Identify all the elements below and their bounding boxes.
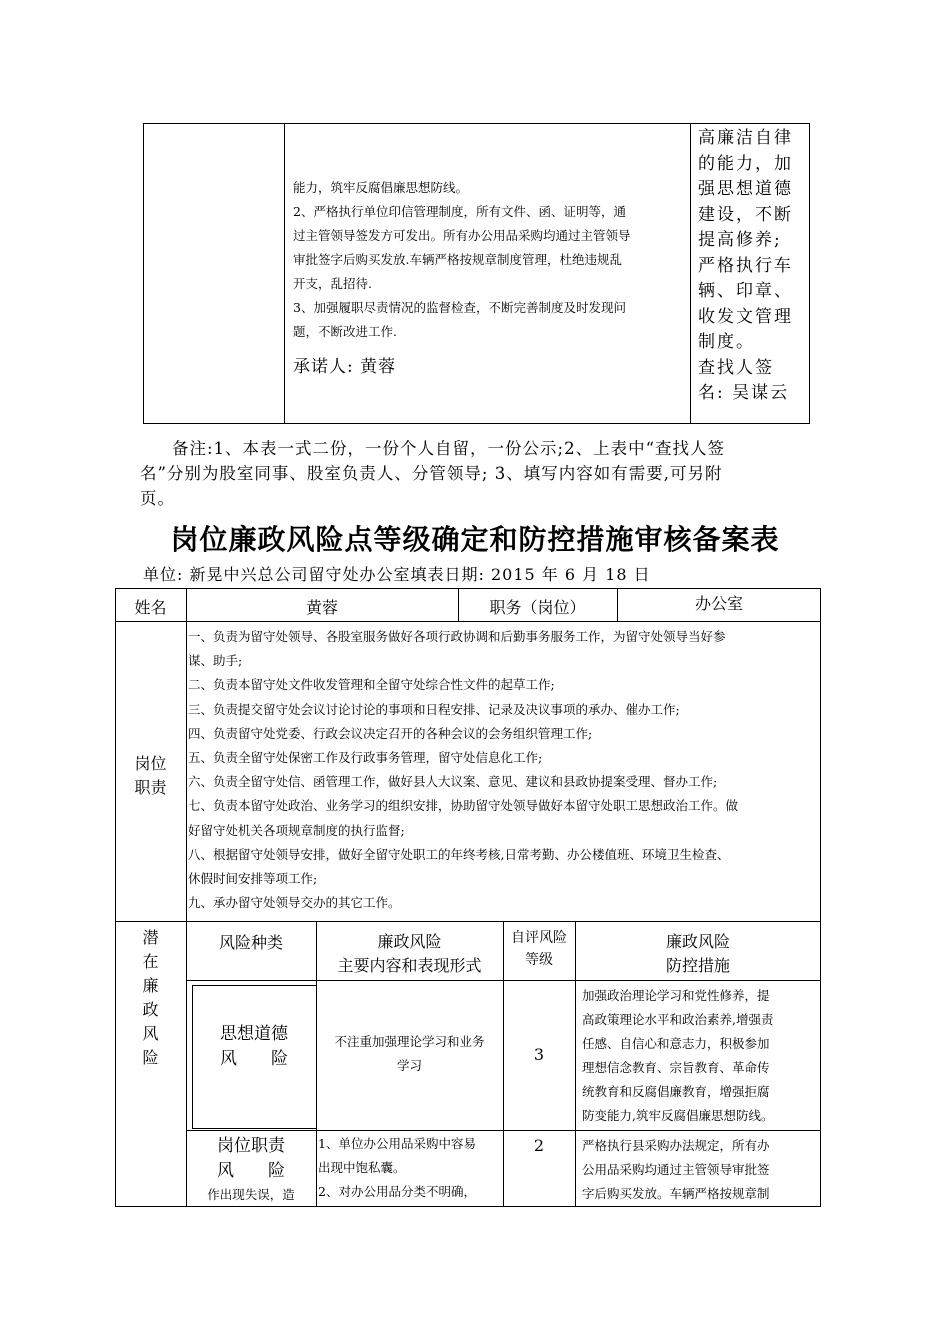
risk-type [192,1022,316,1072]
duty-line: 五、负责全留守处保密工作及行政事务管理，留守处信息化工作; [188,750,543,766]
content-part: 1、单位办公用品采购中容易 [318,1136,476,1151]
col-header-type: 风险种类 [218,933,283,952]
text-line: 3、加强履职尽责情况的监督检查，不断完善制度及时发现问 [293,300,626,315]
col-divider [186,588,187,1207]
duty-line: 好留守处机关各项规章制度的执行监督; [188,822,405,838]
duty-label [115,752,186,800]
top-table-right-text [698,126,806,407]
measure-line: 严格执行县采购办法规定，所有办 [582,1138,770,1153]
header-part: 廉政风险 [665,932,730,951]
label-part: 在 [142,952,159,971]
note [140,436,820,511]
risk-label [115,926,186,1070]
text-line: 审批签字后购买发放.车辆严格按规章制度管理，杜绝违规乱 [293,252,622,267]
text-line: 制度。 [698,332,755,352]
header-part: 等级 [525,952,553,968]
text-line: 严格执行车 [698,255,793,276]
row-divider [192,985,316,986]
row-divider [192,1128,316,1129]
text-line: 名: 吴谋云 [698,383,790,403]
duty-content [188,625,820,915]
row-divider [186,980,821,981]
risk-content [318,1132,503,1204]
label-part: 险 [142,1048,159,1067]
top-table-middle-text [293,176,689,344]
label-part: 岗位 [134,754,167,773]
unit-line: 单位: 新晃中兴总公司留守处办公室填表日期: 2015 年 6 月 18 日 [143,565,651,584]
type-part: 风 险 [217,1161,285,1181]
name-label: 姓名 [134,598,167,617]
note-line: 名”分别为股室同事、股室负责人、分管领导; 3、填写内容如有需要,可另附 [140,464,723,483]
text-line: 高廉洁自律 [698,128,793,148]
text-line: 能力，筑牢反腐倡廉思想防线。 [293,180,469,195]
header-part: 自评风险 [511,930,567,946]
text-line: 开支，乱招待. [293,276,372,291]
type-part: 岗位职责 [217,1136,285,1156]
note-line: 备注:1、本表一式二份，一份个人自留，一份公示;2、上表中“查找人签 [172,439,726,458]
row-divider [115,921,821,922]
risk-measure [582,984,820,1128]
name-value: 黄蓉 [305,598,338,617]
header-part: 廉政风险 [377,932,442,951]
duty-line: 七、负责本留守处政治、业务学习的组织安排，协助留守处领导做好本留守处职工思想政治工作。做 [188,798,739,814]
page-title: 岗位廉政风险点等级确定和防控措施审核备案表 [170,523,780,556]
post-label: 职务（岗位） [489,598,586,617]
content-part: 2、对办公用品分类不明确， [318,1184,476,1199]
row-divider [186,1130,821,1131]
label-part: 职责 [134,778,167,797]
top-table-divider-2 [690,123,691,424]
label-part: 风 [142,1024,159,1043]
measure-line: 防变能力,筑牢反腐倡廉思想防线。 [582,1108,774,1123]
risk-type [186,1134,316,1206]
measure-line: 字后购买发放。车辆严格按规章制 [582,1186,770,1201]
duty-line: 二、负责本留守处文件收发管理和全留守处综合性文件的起草工作; [188,677,555,693]
type-part: 作出现失误，造 [207,1187,295,1202]
promiser-signature: 承诺人: 黄蓉 [293,357,397,377]
header-part: 主要内容和表现形式 [337,956,482,975]
risk-level: 2 [533,1136,545,1155]
header-part: 防控措施 [665,956,730,975]
risk-content [316,1030,503,1078]
row-divider [115,621,821,622]
measure-line: 统教育和反腐倡廉教育，增强拒腐 [582,1084,770,1099]
duty-line: 九、承办留守处领导交办的其它工作。 [188,895,401,911]
text-line: 建设，不断 [698,204,793,225]
post-value: 办公室 [694,594,743,613]
measure-line: 任感、自信心和意志力，积极参加 [582,1036,770,1051]
duty-line: 谋、助手; [188,653,243,669]
risk-level: 3 [533,1045,545,1064]
text-line: 的能力，加 [698,153,793,174]
label-part: 潜 [142,928,159,947]
measure-line: 加强政治理论学习和党性修养，提 [582,988,770,1003]
col-header-level [503,927,575,971]
duty-line: 休假时间安排等项工作; [188,871,318,887]
measure-line: 理想信念教育、宗旨教育、革命传 [582,1060,770,1075]
duty-line: 八、根据留守处领导安排，做好全留守处职工的年终考核,日常考勤、办公楼值班、环境卫生检查、 [188,846,730,862]
text-line: 题，不断改进工作. [293,324,397,339]
col-header-content [316,930,503,978]
text-line: 强思想道德 [698,179,793,199]
content-part: 出现中饱私囊。 [318,1160,406,1175]
top-table-divider-1 [284,123,285,424]
content-part: 学习 [396,1058,422,1073]
risk-measure [582,1134,820,1206]
col-header-measure [575,930,821,978]
text-line: 收发文管理 [698,306,793,327]
duty-line: 四、负责留守处党委、行政会议决定召开的各种会议的会务组织管理工作; [188,725,593,741]
label-part: 政 [142,1000,159,1019]
duty-line: 一、负责为留守处领导、各股室服务做好各项行政协调和后勤事务服务工作，为留守处领导当好参 [188,629,726,644]
text-line: 查找人签 [698,357,774,378]
duty-line: 六、负责全留守处信、函管理工作，做好县人大议案、意见、建议和县政协提案受理、督办工作; [188,774,718,790]
measure-line: 公用品采购均通过主管领导审批签 [582,1162,770,1177]
measure-line: 高政策理论水平和政治素养,增强责 [582,1012,774,1027]
type-part: 风 险 [220,1049,288,1069]
text-line: 2、严格执行单位印信管理制度，所有文件、函、证明等，通 [293,204,626,219]
text-line: 过主管领导签发方可发出。所有办公用品采购均通过主管领导 [293,228,631,243]
text-line: 辆、印章、 [698,281,793,301]
text-line: 提高修养; [698,230,782,250]
content-part: 不注重加强理论学习和业务 [334,1034,485,1049]
type-part: 思想道德 [220,1024,288,1044]
duty-line: 三、负责提交留守处会议讨论讨论的事项和日程安排、记录及决议事项的承办、催办工作; [188,701,680,717]
note-line: 页。 [140,489,175,508]
label-part: 廉 [142,976,159,995]
